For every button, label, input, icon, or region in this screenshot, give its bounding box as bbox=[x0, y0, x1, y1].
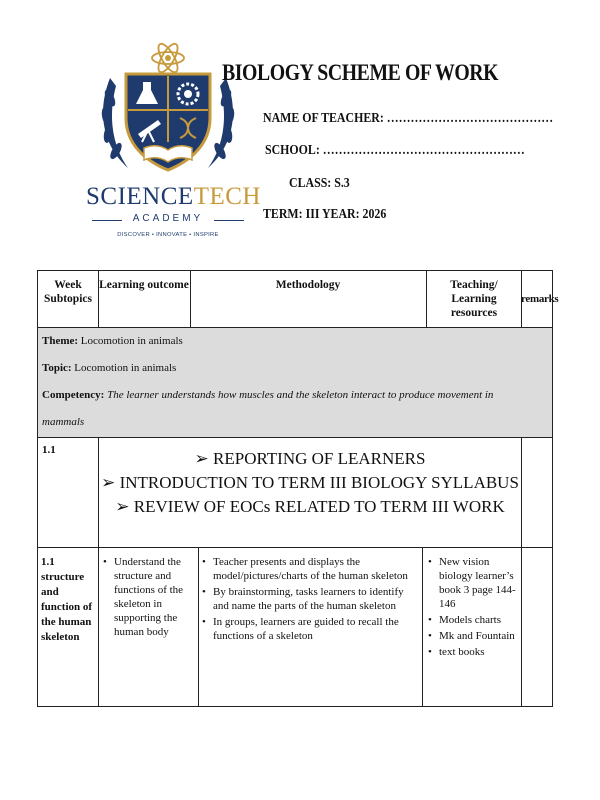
row1-item-2: INTRODUCTION TO TERM III BIOLOGY SYLLABUS bbox=[119, 473, 519, 492]
row-divider bbox=[38, 437, 552, 438]
topic-label: Topic: bbox=[42, 362, 72, 374]
outcome-item: • Understand the structure and functions of the skeleton in supporting the human body bbox=[102, 555, 196, 639]
teacher-name-field: NAME OF TEACHER: …………………………………… bbox=[263, 110, 554, 125]
logo-wordmark bbox=[86, 183, 261, 210]
school-field: SCHOOL: …………………………………………… bbox=[265, 142, 525, 157]
class-field: CLASS: S.3 bbox=[289, 175, 350, 190]
resource-item: • New vision biology learner’s book 3 page 144-146 bbox=[427, 555, 519, 611]
arrow-bullet-icon: ➢ bbox=[194, 449, 209, 468]
row2-outcome-list bbox=[102, 555, 196, 641]
method-item: • Teacher presents and displays the model/pictures/charts of the human skeleton bbox=[201, 555, 419, 583]
scheme-table bbox=[37, 270, 559, 707]
document-title: BIOLOGY SCHEME OF WORK bbox=[222, 60, 499, 85]
row1-item-3: REVIEW OF EOCs RELATED TO TERM III WORK bbox=[133, 497, 505, 516]
logo-academy-text: ACADEMY bbox=[132, 213, 204, 224]
topic-value: Locomotion in animals bbox=[74, 362, 177, 374]
row2-resources-list bbox=[427, 555, 519, 661]
theme-value: Locomotion in animals bbox=[80, 335, 183, 347]
term-year-field: TERM: III YEAR: 2026 bbox=[263, 206, 387, 221]
method-item: • In groups, learners are guided to recall the functions of a skeleton bbox=[201, 615, 419, 643]
resource-item: • text books bbox=[427, 645, 519, 659]
row1-item-1: REPORTING OF LEARNERS bbox=[213, 449, 426, 468]
row2-week-subtopic: 1.1 structure and function of the human skeleton bbox=[41, 556, 93, 643]
logo-word-tech: TECH bbox=[193, 183, 261, 210]
arrow-bullet-icon: ➢ bbox=[115, 497, 130, 516]
theme-line bbox=[42, 335, 183, 347]
theme-label: Theme: bbox=[42, 335, 79, 347]
row1-week: 1.1 bbox=[42, 444, 56, 456]
row1-agenda bbox=[98, 447, 522, 519]
row-divider bbox=[38, 327, 552, 328]
header-resources: Teaching/ Learning resources bbox=[450, 279, 498, 319]
row1-agenda-item bbox=[98, 447, 522, 471]
header-learning-outcome: Learning outcome bbox=[99, 279, 189, 291]
logo-academy bbox=[88, 213, 248, 227]
header-week-subtopics: Week Subtopics bbox=[44, 279, 92, 305]
competency-line bbox=[42, 389, 493, 401]
row2-methodology-list bbox=[201, 555, 419, 645]
header-methodology: Methodology bbox=[275, 279, 341, 291]
logo-tagline: DISCOVER • INNOVATE • INSPIRE bbox=[117, 232, 219, 238]
competency-label: Competency: bbox=[42, 389, 105, 401]
col-divider bbox=[198, 547, 199, 707]
row1-agenda-item bbox=[98, 495, 522, 519]
competency-line-2 bbox=[42, 416, 84, 428]
row-divider bbox=[38, 547, 552, 548]
competency-value: The learner understands how muscles and the skeleton interact to produce movement in bbox=[107, 389, 494, 401]
row1-agenda-item bbox=[98, 471, 522, 495]
resource-item: • Mk and Fountain bbox=[427, 629, 519, 643]
topic-line bbox=[42, 362, 176, 374]
resource-item: • Models charts bbox=[427, 613, 519, 627]
header-remarks: remarks bbox=[521, 293, 559, 305]
arrow-bullet-icon: ➢ bbox=[101, 473, 116, 492]
logo-word-science: SCIENCE bbox=[86, 183, 194, 210]
competency-value-cont: mammals bbox=[42, 416, 85, 428]
col-divider bbox=[422, 547, 423, 707]
method-item: • By brainstorming, tasks learners to identify and name the parts of the human skeleton bbox=[201, 585, 419, 613]
